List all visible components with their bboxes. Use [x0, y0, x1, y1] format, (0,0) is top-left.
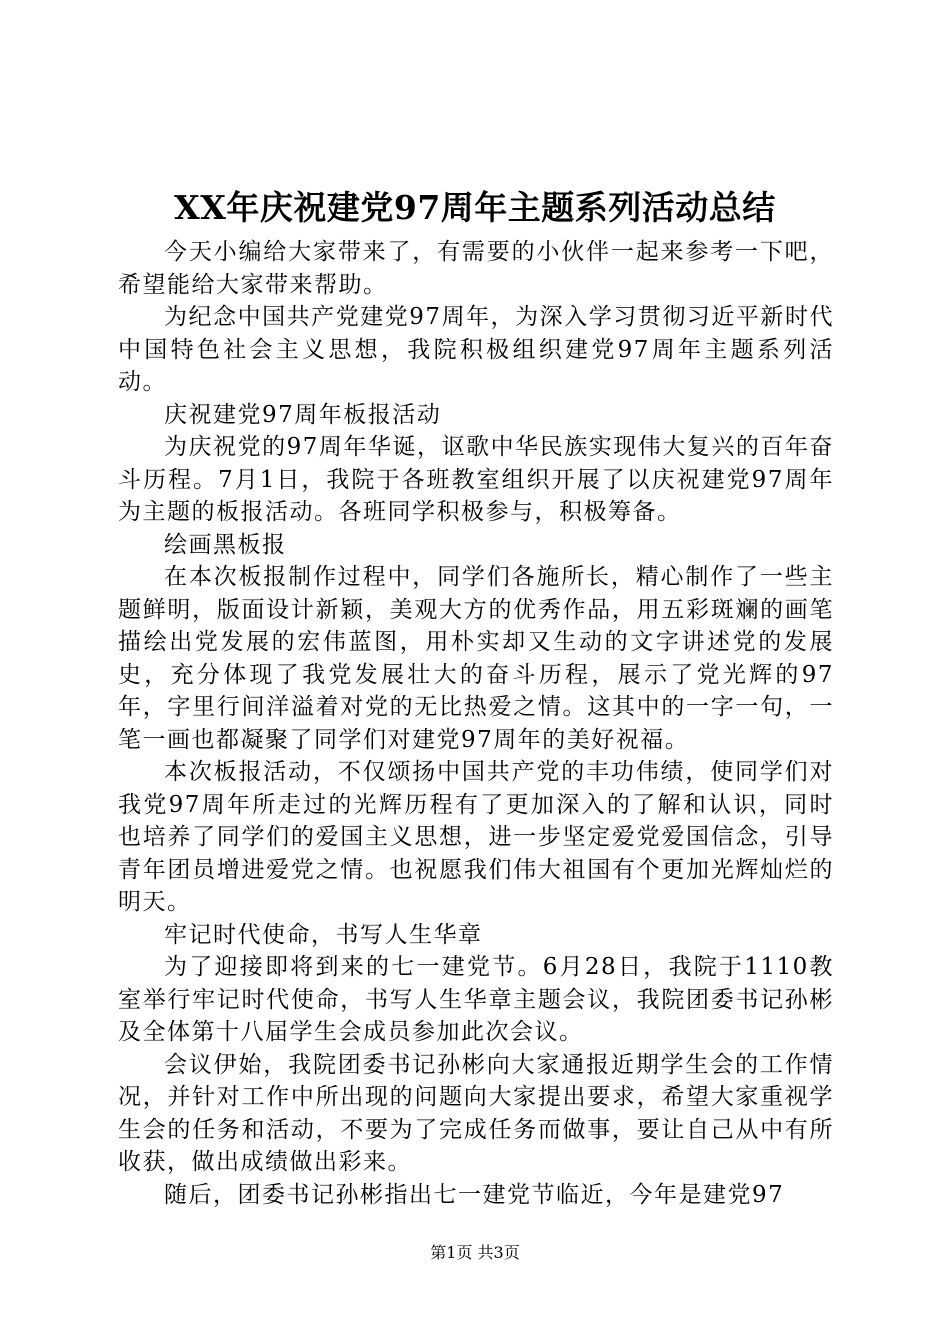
paragraph: 今天小编给大家带来了，有需要的小伙伴一起来参考一下吧，希望能给大家带来帮助。	[118, 239, 834, 298]
paragraph: 为了迎接即将到来的七一建党节。6月28日，我院于1110教室举行牢记时代使命，书写人生华章主题会议，我院团委书记孙彬及全体第十八届学生会成员参加此次会议。	[118, 954, 834, 1045]
section-heading: 绘画黑板报	[164, 531, 287, 558]
document-title: XX年庆祝建党97周年主题系列活动总结	[174, 188, 776, 227]
page-footer: 第1页 共3页	[430, 1243, 520, 1262]
section-heading: 庆祝建党97周年板报活动	[164, 401, 442, 428]
paragraph: 本次板报活动，不仅颂扬中国共产党的丰功伟绩，使同学们对我党97周年所走过的光辉历程有了更加深入的了解和认识，同时也培养了同学们的爱国主义思想，进一步坚定爱党爱国信念，引导青年团员增进爱党之情。也祝愿我们伟大祖国有个更加光辉灿烂的明天。	[118, 759, 834, 915]
paragraph: 为纪念中国共产党建党97周年，为深入学习贯彻习近平新时代中国特色社会主义思想，我院积极组织建党97周年主题系列活动。	[118, 304, 834, 395]
document-body	[118, 236, 834, 1211]
paragraph: 为庆祝党的97周年华诞，讴歌中华民族实现伟大复兴的百年奋斗历程。7月1日，我院于各班教室组织开展了以庆祝建党97周年为主题的板报活动。各班同学积极参与，积极筹备。	[118, 434, 834, 525]
paragraph: 在本次板报制作过程中，同学们各施所长，精心制作了一些主题鲜明，版面设计新颖，美观大方的优秀作品，用五彩斑斓的画笔描绘出党发展的宏伟蓝图，用朴实却又生动的文字讲述党的发展史，充分体现了我党发展壮大的奋斗历程，展示了党光辉的97年，字里行间洋溢着对党的无比热爱之情。这其中的一字一句，一笔一画也都凝聚了同学们对建党97周年的美好祝福。	[118, 564, 834, 753]
section-heading: 牢记时代使命，书写人生华章	[164, 921, 483, 948]
paragraph: 会议伊始，我院团委书记孙彬向大家通报近期学生会的工作情况，并针对工作中所出现的问题向大家提出要求，希望大家重视学生会的任务和活动，不要为了完成任务而做事，要让自己从中有所收获，做出成绩做出彩来。	[118, 1051, 834, 1175]
paragraph: 随后，团委书记孙彬指出七一建党节临近，今年是建党97	[164, 1181, 785, 1208]
